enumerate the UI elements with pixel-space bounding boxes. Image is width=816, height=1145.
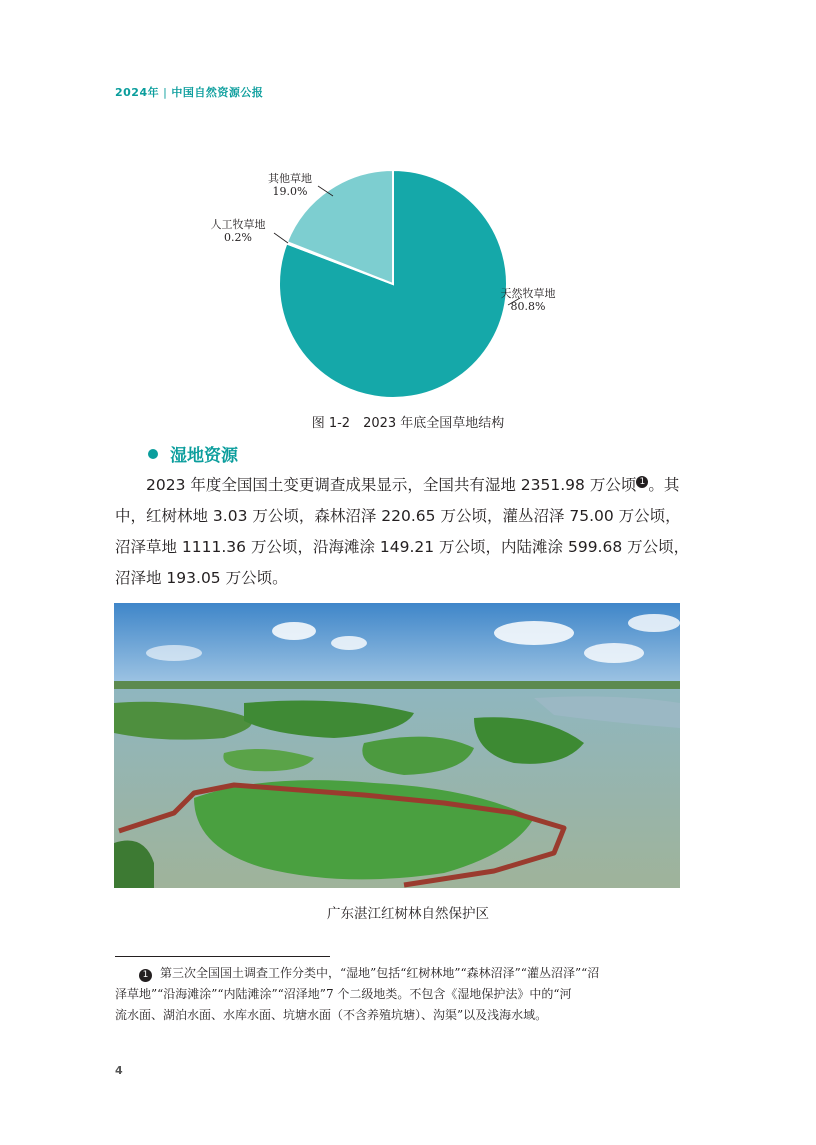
page-number: 4	[115, 1064, 123, 1077]
bullet-icon	[148, 449, 158, 459]
footnote-line-2: 泽草地”“沿海滩涂”“内陆滩涂”“沼泽地”7 个二级地类。不包含《湿地保护法》中的“河	[115, 987, 572, 1001]
slice-label-2: 人工牧草地	[210, 218, 266, 231]
grassland-structure-pie-chart	[0, 0, 816, 410]
aerial-wetland-image	[114, 603, 680, 888]
header-separator: |	[163, 86, 168, 99]
section-heading	[148, 441, 238, 466]
wetland-paragraph	[115, 470, 690, 594]
paragraph-line-1-text: 2023 年度全国国土变更调查成果显示，全国共有湿地 2351.98 万公顷	[146, 476, 637, 494]
footnote-divider	[115, 956, 330, 957]
figure-caption: 图 1-2 2023 年底全国草地结构	[311, 416, 505, 431]
slice-value-label-1: 80.8%	[510, 300, 546, 313]
slice-value-label-3: 19.0%	[272, 185, 308, 198]
paragraph-line-2: 中，红树林地 3.03 万公顷，森林沼泽 220.65 万公顷，灌丛沼泽 75.00 万公顷，	[115, 507, 681, 525]
slice-value-label-2: 0.2%	[224, 231, 252, 244]
paragraph-line-1-tail: 。其	[648, 476, 680, 494]
footnote-ref-marker[interactable]: 1	[636, 476, 648, 488]
footnote	[115, 963, 687, 1026]
footnote-marker: 1	[139, 969, 152, 982]
footnote-line-1	[115, 963, 687, 984]
leader-line-2	[274, 233, 288, 243]
header-title: 中国自然资源公报	[171, 86, 264, 99]
mangrove-reserve-photo	[114, 603, 680, 888]
photo-caption: 广东湛江红树林自然保护区	[327, 906, 489, 922]
section-title: 湿地资源	[170, 446, 238, 466]
header-year: 2024年	[115, 86, 160, 99]
footnote-line-3: 流水面、湖泊水面、水库水面、坑塘水面（不含养殖坑塘）、沟渠”以及浅海水域。	[115, 1008, 548, 1022]
paragraph-line-4: 沼泽地 193.05 万公顷。	[115, 569, 288, 587]
slice-label-3: 其他草地	[268, 172, 312, 185]
paragraph-line-3: 沼泽草地 1111.36 万公顷，沿海滩涂 149.21 万公顷，内陆滩涂 599.68 万公顷，	[115, 538, 690, 556]
slice-label-1: 天然牧草地	[500, 287, 556, 300]
paragraph-line-1	[115, 470, 685, 501]
footnote-line-1-text: 第三次全国国土调查工作分类中，“湿地”包括“红树林地”“森林沼泽”“灌丛沼泽”“沼	[160, 966, 600, 980]
